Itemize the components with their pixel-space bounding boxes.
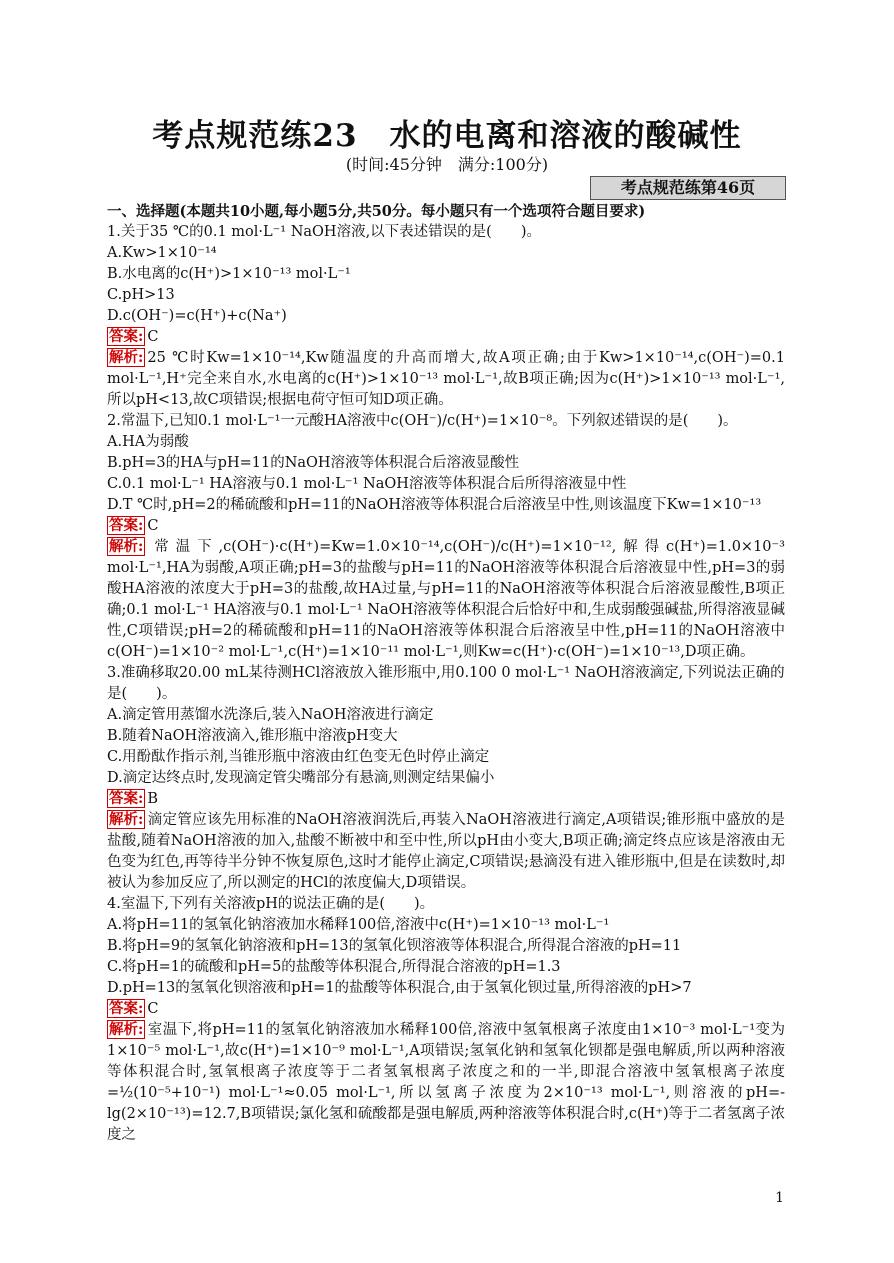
- question-stem: 2.常温下,已知0.1 mol·L⁻¹一元酸HA溶液中c(OH⁻)/c(H⁺)=1×10⁻⁸。下列叙述错误的是( )。: [107, 413, 738, 429]
- answer-tag: 答案:: [109, 1000, 144, 1017]
- explanation-text: 滴定管应该先用标准的NaOH溶液润洗后,再装入NaOH溶液进行滴定,A项错误;锥形瓶中盛放的是盐酸,随着NaOH溶液的加入,盐酸不断被中和至中性,所以pH由小变大,B项正确;滴定终点应该是溶液由无色变为红色,再等待半分钟不恢复原色,这时才能停止滴定,C项错误;悬滴没有进入锥形瓶中,但是在读数时,却被认为参加反应了,所以测定的HCl的浓度偏大,D项错误。: [107, 812, 785, 891]
- explanation-line: [107, 537, 785, 663]
- explanation-line: [107, 348, 785, 411]
- option: C.0.1 mol·L⁻¹ HA溶液与0.1 mol·L⁻¹ NaOH溶液等体积混合后所得溶液显中性: [107, 476, 627, 492]
- question-stem: 4.室温下,下列有关溶液pH的说法正确的是( )。: [107, 896, 435, 912]
- option: D.c(OH⁻)=c(H⁺)+c(Na⁺): [107, 308, 287, 324]
- option: A.Kw>1×10⁻¹⁴: [107, 245, 217, 261]
- answer-value: C: [147, 518, 159, 534]
- explanation-text: 室温下,将pH=11的氢氧化钠溶液加水稀释100倍,溶液中氢氧根离子浓度由1×10⁻³ mol·L⁻¹变为1×10⁻⁵ mol·L⁻¹,故c(H⁺)=1×10⁻⁹ mol·L⁻¹,A项错误;氢氧化钠和氢氧化钡都是强电解质,所以两种溶液等体积混合时,氢氧根离子浓度等于二者氢氧根离子浓度之和的一半,即混合溶液中氢氧根离子浓度=½(10⁻⁵+10⁻¹) mol·L⁻¹≈0.05 mol·L⁻¹,所以氢离子浓度为2×10⁻¹³ mol·L⁻¹,则溶液的pH=-lg(2×10⁻¹³)=12.7,B项错误;氯化氢和硫酸都是强电解质,两种溶液等体积混合时,c(H⁺)等于二者氢离子浓度之: [107, 1022, 785, 1143]
- exercise-reference-box: 考点规范练第46页: [590, 176, 786, 200]
- page-title: 考点规范练23 水的电离和溶液的酸碱性: [152, 118, 742, 154]
- option: B.随着NaOH溶液滴入,锥形瓶中溶液pH变大: [107, 728, 398, 744]
- option: A.HA为弱酸: [107, 434, 189, 450]
- explanation-tag: 解析:: [109, 811, 144, 828]
- question-stem: 1.关于35 ℃的0.1 mol·L⁻¹ NaOH溶液,以下表述错误的是( )。: [107, 224, 542, 240]
- answer-line: [107, 999, 785, 1020]
- explanation-text: 25 ℃时Kw=1×10⁻¹⁴,Kw随温度的升高而增大,故A项正确;由于Kw>1×10⁻¹⁴,c(OH⁻)=0.1 mol·L⁻¹,H⁺完全来自水,水电离的c(H⁺)>1×10⁻¹³ mol·L⁻¹,故B项正确;因为c(H⁺)>1×10⁻¹³ mol·L⁻¹,所以pH<13,故C项错误;根据电荷守恒可知D项正确。: [107, 350, 785, 408]
- answer-line: [107, 789, 785, 810]
- answer-value: C: [147, 1001, 159, 1017]
- section-heading: 一、选择题(本题共10小题,每小题5分,共50分。每小题只有一个选项符合题目要求): [107, 203, 646, 220]
- explanation-tag: 解析:: [109, 349, 144, 366]
- explanation-tag: 解析:: [109, 1021, 144, 1038]
- option: C.将pH=1的硫酸和pH=5的盐酸等体积混合,所得混合溶液的pH=1.3: [107, 959, 561, 975]
- option: C.pH>13: [107, 287, 175, 303]
- explanation-tag: 解析:: [109, 538, 144, 555]
- answer-tag: 答案:: [109, 790, 144, 807]
- option: B.pH=3的HA与pH=11的NaOH溶液等体积混合后溶液显酸性: [107, 455, 520, 471]
- page-number: 1: [775, 1190, 784, 1206]
- answer-value: B: [147, 791, 159, 807]
- answer-value: C: [147, 329, 159, 345]
- option: A.滴定管用蒸馏水洗涤后,装入NaOH溶液进行滴定: [107, 707, 434, 723]
- answer-line: [107, 327, 785, 348]
- question-stem: 3.准确移取20.00 mL某待测HCl溶液放入锥形瓶中,用0.100 0 mol·L⁻¹ NaOH溶液滴定,下列说法正确的是( )。: [107, 665, 785, 702]
- answer-line: [107, 516, 785, 537]
- explanation-text: 常温下,c(OH⁻)·c(H⁺)=Kw=1.0×10⁻¹⁴,c(OH⁻)/c(H⁺)=1×10⁻¹²,解得c(H⁺)=1.0×10⁻³ mol·L⁻¹,HA为弱酸,A项正确;pH=3的盐酸与pH=11的NaOH溶液等体积混合后溶液显中性,pH=3的弱酸HA溶液的浓度大于pH=3的盐酸,故HA过量,与pH=11的NaOH溶液等体积混合后溶液显酸性,B项正确;0.1 mol·L⁻¹ HA溶液与0.1 mol·L⁻¹ NaOH溶液等体积混合后恰好中和,生成弱酸强碱盐,所得溶液显碱性,C项错误;pH=2的稀硫酸和pH=11的NaOH溶液等体积混合后溶液呈中性,pH=11的NaOH溶液中c(OH⁻)=1×10⁻² mol·L⁻¹,c(H⁺)=1×10⁻¹¹ mol·L⁻¹,则Kw=c(H⁺)·c(OH⁻)=1×10⁻¹³,D项正确。: [107, 539, 785, 660]
- explanation-line: [107, 1020, 785, 1146]
- content-body: [107, 201, 785, 1146]
- option: D.滴定达终点时,发现滴定管尖嘴部分有悬滴,则测定结果偏小: [107, 770, 495, 786]
- option: D.T ℃时,pH=2的稀硫酸和pH=11的NaOH溶液等体积混合后溶液呈中性,则该温度下Kw=1×10⁻¹³: [107, 497, 762, 513]
- option: B.将pH=9的氢氧化钠溶液和pH=13的氢氧化钡溶液等体积混合,所得混合溶液的pH=11: [107, 938, 682, 954]
- option: C.用酚酞作指示剂,当锥形瓶中溶液由红色变无色时停止滴定: [107, 749, 490, 765]
- option: D.pH=13的氢氧化钡溶液和pH=1的盐酸等体积混合,由于氢氧化钡过量,所得溶液的pH>7: [107, 980, 692, 996]
- answer-tag: 答案:: [109, 328, 144, 345]
- explanation-line: [107, 810, 785, 894]
- answer-tag: 答案:: [109, 517, 144, 534]
- option: A.将pH=11的氢氧化钠溶液加水稀释100倍,溶液中c(H⁺)=1×10⁻¹³ mol·L⁻¹: [107, 917, 610, 933]
- page-subtitle: (时间:45分钟 满分:100分): [345, 155, 549, 174]
- option: B.水电离的c(H⁺)>1×10⁻¹³ mol·L⁻¹: [107, 266, 351, 282]
